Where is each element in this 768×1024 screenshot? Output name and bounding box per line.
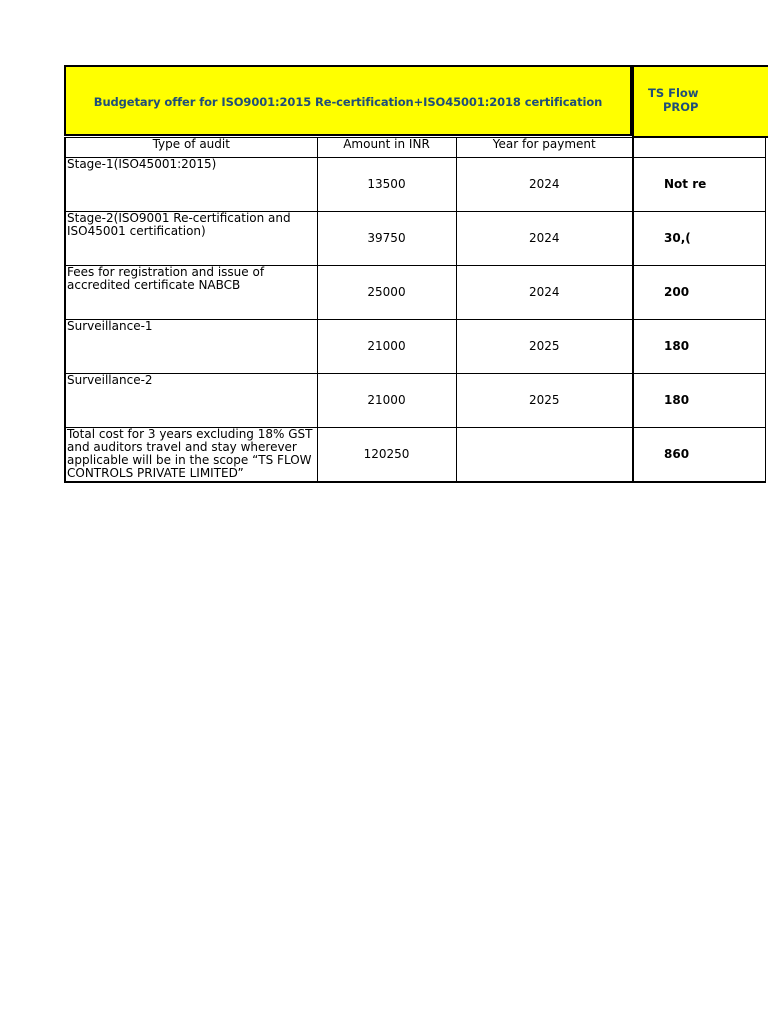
cell-year: 2025	[456, 320, 633, 374]
column-header-year: Year for payment	[456, 138, 633, 158]
table-row	[65, 374, 765, 428]
cell-amount: 13500	[317, 158, 456, 212]
cell-year-total	[456, 428, 633, 483]
cell-year: 2024	[456, 266, 633, 320]
table-row	[65, 212, 765, 266]
cell-side: 30,(	[633, 212, 765, 266]
title-cell	[64, 65, 632, 136]
cell-amount: 21000	[317, 374, 456, 428]
cell-year: 2024	[456, 212, 633, 266]
budget-table	[64, 137, 766, 483]
column-header-side	[633, 138, 765, 158]
cell-amount: 39750	[317, 212, 456, 266]
table-row	[65, 320, 765, 374]
cell-type: Stage-2(ISO9001 Re-certification and ISO45001 certification)	[65, 212, 317, 266]
cell-year: 2024	[456, 158, 633, 212]
cell-side: 180	[633, 374, 765, 428]
cell-year: 2025	[456, 374, 633, 428]
cell-type: Surveillance-2	[65, 374, 317, 428]
column-header-type: Type of audit	[65, 138, 317, 158]
cell-side: 200	[633, 266, 765, 320]
page-title: Budgetary offer for ISO9001:2015 Re-certification+ISO45001:2018 certification	[93, 94, 603, 109]
table-row	[65, 158, 765, 212]
cell-amount-total: 120250	[317, 428, 456, 483]
cell-type-total: Total cost for 3 years excluding 18% GST and auditors travel and stay wherever applicable will be in the scope “TS FLOW CONTROLS PRIVATE LIMITED”	[65, 428, 317, 483]
column-header-amount: Amount in INR	[317, 138, 456, 158]
side-header-line2: PROP	[663, 100, 699, 114]
cell-side-total: 860	[633, 428, 765, 483]
cell-type: Surveillance-1	[65, 320, 317, 374]
table-row-total	[65, 428, 765, 483]
cell-side: 180	[633, 320, 765, 374]
cell-type: Fees for registration and issue of accredited certificate NABCB	[65, 266, 317, 320]
cell-type: Stage-1(ISO45001:2015)	[65, 158, 317, 212]
side-header-line1: TS Flow	[648, 86, 699, 100]
cell-amount: 25000	[317, 266, 456, 320]
cell-amount: 21000	[317, 320, 456, 374]
table-header-row	[65, 138, 765, 158]
cell-side: Not re	[633, 158, 765, 212]
table-row	[65, 266, 765, 320]
